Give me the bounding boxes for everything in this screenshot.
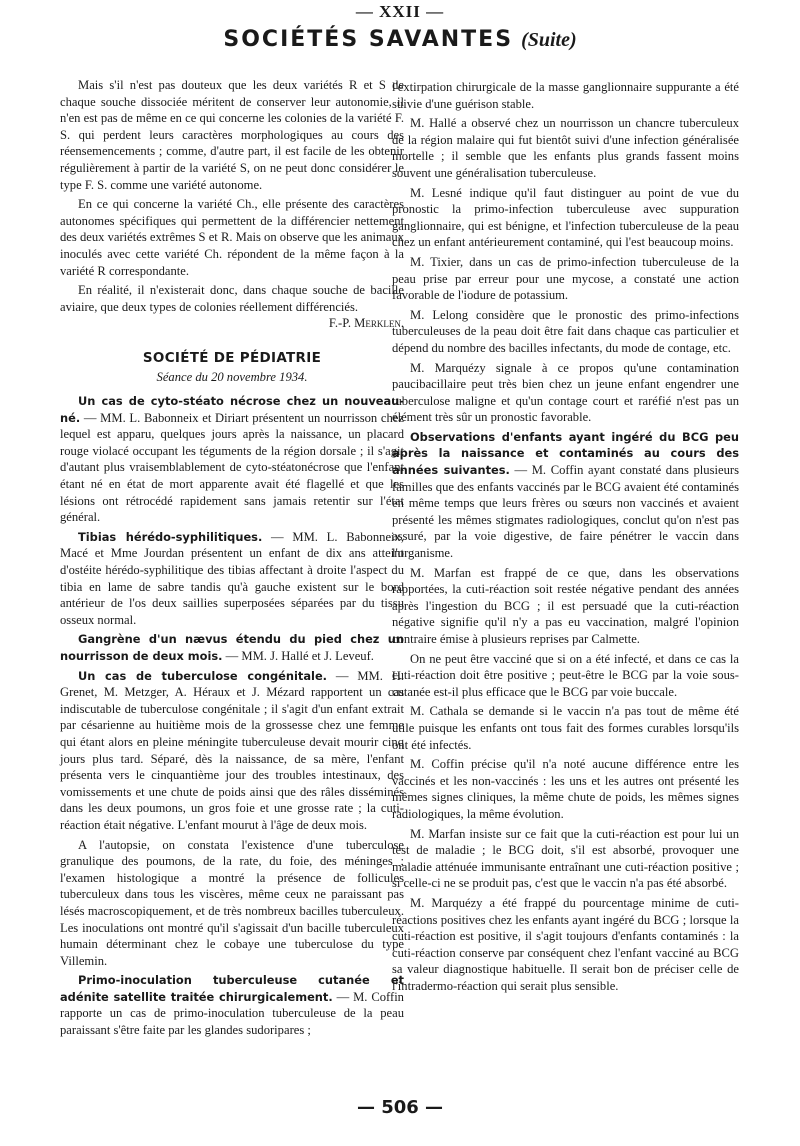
report-paragraph	[60, 393, 404, 526]
paragraph: M. Hallé a observé chez un nourrisson un chancre tuberculeux de la région malaire qui fut bientôt suivi d'une infection généralisée mortelle ; il semble que les enfants plus grands fassent moins souvent une généralisation tuberculeuse.	[392, 116, 739, 180]
paragraph: M. Coffin précise qu'il n'a noté aucune différence entre les vaccinés et les non-vaccinés : les uns et les autres ont présenté les mêmes signes cliniques, la même chute de poids, les mêmes signes radiologiques, la même évolution.	[392, 757, 739, 821]
report-paragraph	[60, 972, 404, 1038]
paragraph: M. Marquézy a été frappé du pourcentage minime de cuti-réactions positives chez les enfants ayant ingéré du BCG ; lorsque la cuti-réaction est positive, il s'agit toujours d'enfants contaminés : la cuti-réaction conserve par conséquent chez l'enfant vacciné au BCG sa valeur diagnostique habituelle. Il serait bon de préciser celle de l'intradermo-réaction qui serait plus sensible.	[392, 895, 739, 993]
signature: F.-P. Merklen.	[328, 316, 404, 331]
report-body: — M. Coffin rapporte un cas de primo-inoculation tuberculeuse de la peau paraissant s'être faite par les glandes sudoripares ;	[60, 989, 404, 1038]
report-paragraph	[60, 631, 404, 664]
paragraph: M. Marfan est frappé de ce que, dans les observations rapportées, la cuti-réaction soit restée négative pendant des années après l'ingestion du BCG ; il est persuadé que la cuti-réaction négative signifie qu'il n'y a pas eu vaccination, malgré l'opinion contraire émise à plusieurs reprises par Calmette.	[392, 565, 739, 646]
paragraph-text: En réalité, il n'existerait donc, dans chaque souche de bacille aviaire, que deux types de colonies réellement différenciés.	[60, 283, 404, 314]
paragraph: On ne peut être vacciné que si on a été infecté, et dans ce cas la cuti-réaction doit être positive ; peut-être le BCG par la voie sous-cutanée est-il plus efficace que le BCG par voie buccale.	[392, 651, 739, 699]
right-column	[392, 79, 739, 997]
page-title: SOCIÉTÉS SAVANTES	[223, 27, 514, 52]
paragraph: M. Lesné indique qu'il faut distinguer au point de vue du pronostic la primo-infection tuberculeuse avec suppuration ganglionnaire, qui est bénigne, et l'infection tuberculeuse de la peau chez un enfant antérieurement contaminé, qui l'est beaucoup moins.	[392, 185, 739, 250]
report-title: Un cas de cyto-stéato nécrose chez un nouveau-né.	[60, 394, 404, 425]
section-title: SOCIÉTÉ DE PÉDIATRIE	[142, 349, 322, 366]
report-title: Un cas de tuberculose congénitale.	[78, 668, 328, 683]
report-paragraph	[60, 668, 404, 834]
paragraph: M. Marquézy signale à ce propos qu'une contamination paucibacillaire peut très bien chez un jeune enfant engendrer une tuberculose maligne et qu'un contage court et raréfié n'est pas un élément très sûr un pronostic favorable.	[392, 360, 739, 425]
paragraph: M. Lelong considère que le pronostic des primo-infections tuberculeuses de la peau doit être fait dans chaque cas particulier et dépend du nombre des bacilles infectants, du mode de contage, etc.	[392, 307, 739, 355]
report-paragraph	[392, 429, 739, 562]
page-number: — 506 —	[356, 1097, 444, 1118]
report-body: — MM. H. Grenet, M. Metzger, A. Héraux et J. Mézard rapportent un cas indiscutable de tuberculose congénitale ; il s'agit d'un enfant extrait par césarienne au huitième mois de la grossesse chez une femme qui étant alors en pleine méningite tuberculeuse devait mourir cinq jours plus tard. Séparé, dès la naissance, de sa mère, l'enfant présenta vers le cinquantième jour des troubles intestinaux, des vomissements et une chute de poids ainsi que des râles disséminés dans les deux poumons, un gros foie et une grosse rate ; la cuti-réaction était négative. L'enfant mourut à l'âge de deux mois.	[60, 668, 404, 832]
paragraph: Mais s'il n'est pas douteux que les deux variétés R et S de chaque souche dissociée méritent de conserver leur autonomie, il n'en est pas de même en ce qui concerne les colonies de la variété F. S. qui perdent leurs caractères morphologiques au cours des réensemencements ; comme, d'autre part, il est facile de les obtenir régulièrement à partir de la variété S, on ne peut donc considérer le type F. S. comme une variété autonome.	[60, 78, 404, 192]
paragraph: En ce qui concerne la variété Ch., elle présente des caractères autonomes spécifiques qui permettent de la différencier nettement des deux variétés extrêmes S et R. Mais on observe que les animaux inoculés avec cette variété Ch. répondent de la même façon à la variété R correspondante.	[60, 197, 404, 278]
left-column	[60, 77, 404, 1042]
report-body: — MM. L. Babonneix, Macé et Mme Jourdan présentent un enfant de dix ans atteint d'ostéite hérédo-syphilitique des tibias affectant à droite l'aspect du tibia en lame de sabre tandis qu'à gauche existent sur le bord antérieur de l'os deux saillies superposées séparées par du tissu osseux normal.	[60, 529, 404, 627]
paragraph	[60, 282, 404, 332]
report-title: Tibias hérédo-syphilitiques.	[78, 529, 263, 544]
paragraph: M. Marfan insiste sur ce fait que la cuti-réaction est pour lui un test de maladie ; le BCG doit, s'il est absorbé, provoquer une maladie atténuée immunisante entraînant une cuti-réaction positive ; si celle-ci ne se produit pas, c'est que le vaccin n'a pas été absorbé.	[392, 826, 739, 891]
report-paragraph	[60, 529, 404, 629]
paragraph: A l'autopsie, on constata l'existence d'une tuberculose granulique des poumons, de la rate, du foie, des méninges ; l'examen histologique a montré la présence de follicules tuberculeux dans tous les viscères, même ceux ne paraissant pas lésés macroscopiquement, et de très nombreux bacilles tuberculeux. Les inoculations ont montré qu'il s'agissait d'un bacille tuberculeux humain déterminant chez le cobaye une tuberculose du type Villemin.	[60, 837, 404, 968]
report-title: Observations d'enfants ayant ingéré du BCG peu après la naissance et contaminés au cours des années suivantes.	[392, 429, 739, 478]
paragraph: M. Cathala se demande si le vaccin n'a pas tout de même été utile puisque les enfants ont tous fait des formes curables lorsqu'ils ont été infectés.	[392, 704, 739, 752]
running-folio: — XXII —	[355, 2, 445, 21]
report-title: Primo-inoculation tuberculeuse cutanée et adénite satellite traitée chirurgicalement.	[60, 973, 404, 1004]
section-date: Séance du 20 novembre 1934.	[156, 369, 308, 384]
page-title-suite: (Suite)	[521, 29, 577, 51]
report-title: Gangrène d'un nævus étendu du pied chez un nourrisson de deux mois.	[60, 632, 404, 663]
report-body: — MM. J. Hallé et J. Leveuf.	[222, 649, 374, 663]
paragraph: l'extirpation chirurgicale de la masse ganglionnaire suppurante a été suivie d'une guérison stable.	[392, 80, 739, 111]
report-body: — M. Coffin ayant constaté dans plusieurs familles que des enfants vaccinés par le BCG avaient été contaminés en même temps que leurs frères ou sœurs non vaccinés et avaient présenté les mêmes stigmates radiologiques, conclut qu'on n'est pas assuré, par la voie digestive, de faire pénétrer le vaccin dans l'organisme.	[392, 463, 739, 561]
paragraph: M. Tixier, dans un cas de primo-infection tuberculeuse de la peau prise par erreur pour une mycose, a constaté une action favorable de l'iodure de potassium.	[392, 254, 739, 303]
page-header	[0, 27, 800, 52]
report-body: — MM. L. Babonneix et Diriart présentent un nourrisson chez lequel est apparu, quelques jours après la naissance, un placard rouge violacé occupant les téguments de la région dorsale ; il s'agit d'autant plus vraisemblablement de cyto-stéatonécrose que l'enfant étant né en état de mort apparente avait été flagellé et que les lésions ont rétrocédé rapidement sans jamais retentir sur l'état général.	[60, 410, 404, 525]
